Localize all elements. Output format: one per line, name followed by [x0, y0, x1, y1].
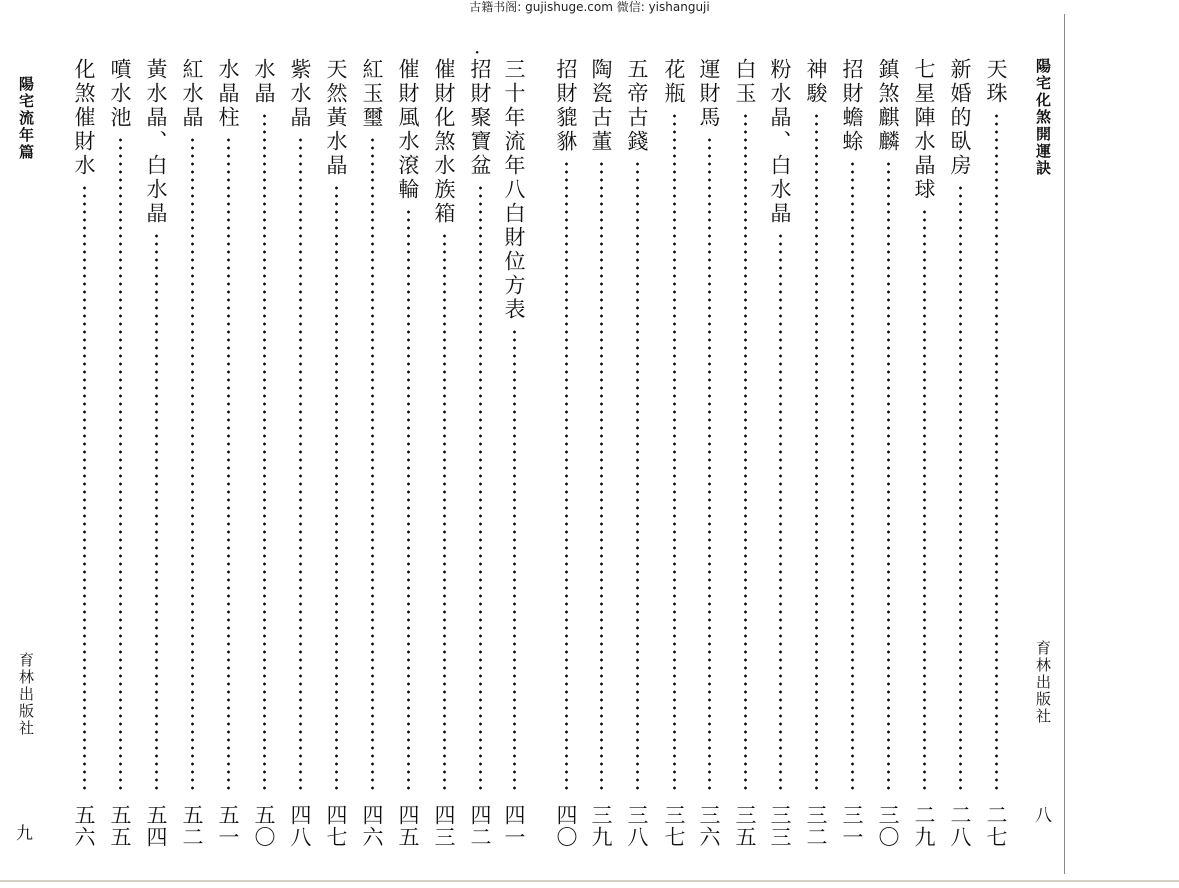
toc-entry-title: 水晶柱 [216, 58, 240, 130]
dot-leader [851, 160, 854, 794]
separator-mark: · [474, 40, 481, 64]
toc-entry-page: 三二 [804, 804, 828, 848]
toc-entry [691, 58, 727, 848]
toc-entry-title: 招財貔貅 [554, 58, 578, 154]
toc-entry-page: 三八 [625, 804, 649, 848]
toc-entry-page: 三一 [840, 804, 864, 848]
dot-leader [959, 184, 962, 794]
dot-leader [995, 112, 998, 794]
toc-entry-page: 四六 [360, 804, 384, 848]
toc-entry [798, 58, 834, 848]
toc-entry [426, 58, 462, 848]
dot-leader [779, 232, 782, 794]
toc-entry-page: 三七 [662, 804, 686, 848]
toc-entry [390, 58, 426, 848]
toc-entry-page: 三九 [589, 804, 613, 848]
dot-leader [815, 112, 818, 794]
toc-entry [138, 58, 174, 848]
toc-entry-title: 紅玉璽 [360, 58, 384, 130]
dot-leader [371, 136, 374, 794]
toc-entry-title: 招財聚寶盆 [468, 58, 492, 178]
toc-entry-page: 四一 [502, 804, 526, 848]
toc-entry-page: 四〇 [554, 804, 578, 848]
watermark-text: 古籍书阁: gujishuge.com 微信: yishanguji [469, 0, 710, 14]
dot-leader [83, 184, 86, 794]
toc-entry [462, 58, 498, 848]
toc-entry-title: 三十年流年八白財位方表 [502, 58, 526, 322]
toc-entry-title: 噴水池 [108, 58, 132, 130]
toc-entry-page: 五一 [216, 804, 240, 848]
dot-leader [636, 160, 639, 794]
toc-entry-page: 四三 [432, 804, 456, 848]
toc-entry-page: 五四 [144, 804, 168, 848]
toc-entry [942, 58, 978, 848]
toc-entry-page: 三〇 [876, 804, 900, 848]
toc-entry-title: 紫水晶 [288, 58, 312, 130]
toc-entry [762, 58, 798, 848]
toc-entry-page: 四七 [324, 804, 348, 848]
toc-entry-page: 三五 [733, 804, 757, 848]
toc-entry-title: 天然黃水晶 [324, 58, 348, 178]
toc-entry [619, 58, 655, 848]
toc-entry [496, 58, 532, 848]
toc-entry [834, 58, 870, 848]
page-edge-line [1064, 14, 1065, 874]
toc-entry [583, 58, 619, 848]
toc-entry-page: 五五 [108, 804, 132, 848]
left-folio: 九 [16, 824, 33, 844]
toc-entry [354, 58, 390, 848]
dot-leader [263, 112, 266, 794]
dot-leader [155, 232, 158, 794]
dot-leader [335, 184, 338, 794]
toc-entry-title: 運財馬 [697, 58, 721, 130]
dot-leader [673, 112, 676, 794]
toc-entry [174, 58, 210, 848]
dot-leader [407, 208, 410, 794]
toc-entry-title: 新婚的臥房 [948, 58, 972, 178]
toc-entry [727, 58, 763, 848]
toc-entry [906, 58, 942, 848]
toc-entry-title: 水晶 [252, 58, 276, 106]
toc-entry [318, 58, 354, 848]
toc-entry-page: 二九 [912, 804, 936, 848]
toc-entry-title: 神駿 [804, 58, 828, 106]
right-publisher: 育林出版社 [1034, 640, 1052, 725]
toc-entry-title: 催財風水滾輪 [396, 58, 420, 202]
right-running-head: 陽宅化煞開運訣 [1034, 58, 1052, 177]
dot-leader [708, 136, 711, 794]
toc-entry-page: 二七 [984, 804, 1008, 848]
right-folio: 八 [1035, 806, 1052, 826]
toc-entry [102, 58, 138, 848]
toc-entry-title: 鎮煞麒麟 [876, 58, 900, 154]
dot-leader [513, 328, 516, 794]
toc-entry-page: 四八 [288, 804, 312, 848]
bottom-scan-edge [0, 880, 1179, 882]
toc-entry-title: 七星陣水晶球 [912, 58, 936, 202]
dot-leader [299, 136, 302, 794]
toc-entry-page: 五二 [180, 804, 204, 848]
toc-entry [548, 58, 584, 848]
dot-leader [443, 232, 446, 794]
toc-entry-page: 五六 [72, 804, 96, 848]
toc-entry-title: 天珠 [984, 58, 1008, 106]
toc-entry-title: 花瓶 [662, 58, 686, 106]
dot-leader [600, 160, 603, 794]
toc-entry-title: 招財蟾蜍 [840, 58, 864, 154]
toc-entry-page: 二八 [948, 804, 972, 848]
toc-entry [656, 58, 692, 848]
toc-entry-title: 白玉 [733, 58, 757, 106]
dot-leader [227, 136, 230, 794]
toc-entry [210, 58, 246, 848]
toc-entry-title: 催財化煞水族箱 [432, 58, 456, 226]
toc-entry-title: 紅水晶 [180, 58, 204, 130]
toc-entry [870, 58, 906, 848]
toc-entry-title: 化煞催財水 [72, 58, 96, 178]
dot-leader [923, 208, 926, 794]
toc-entry [282, 58, 318, 848]
dot-leader [887, 160, 890, 794]
toc-entry-title: 陶瓷古董 [589, 58, 613, 154]
toc-entry-title: 五帝古錢 [625, 58, 649, 154]
toc-entry-title: 粉水晶、白水晶 [768, 58, 792, 226]
toc-entry-page: 五〇 [252, 804, 276, 848]
dot-leader [119, 136, 122, 794]
dot-leader [744, 112, 747, 794]
toc-entry-page: 四二 [468, 804, 492, 848]
toc-entry-page: 三三 [768, 804, 792, 848]
toc-entry-page: 三六 [697, 804, 721, 848]
toc-entry-title: 黃水晶、白水晶 [144, 58, 168, 226]
toc-entry-page: 四五 [396, 804, 420, 848]
dot-leader [191, 136, 194, 794]
toc-entry [246, 58, 282, 848]
left-publisher: 育林出版社 [17, 652, 35, 737]
left-running-head: 陽宅流年篇 [17, 76, 35, 161]
dot-leader [479, 184, 482, 794]
toc-entry [978, 58, 1014, 848]
dot-leader [565, 160, 568, 794]
toc-entry [66, 58, 102, 848]
